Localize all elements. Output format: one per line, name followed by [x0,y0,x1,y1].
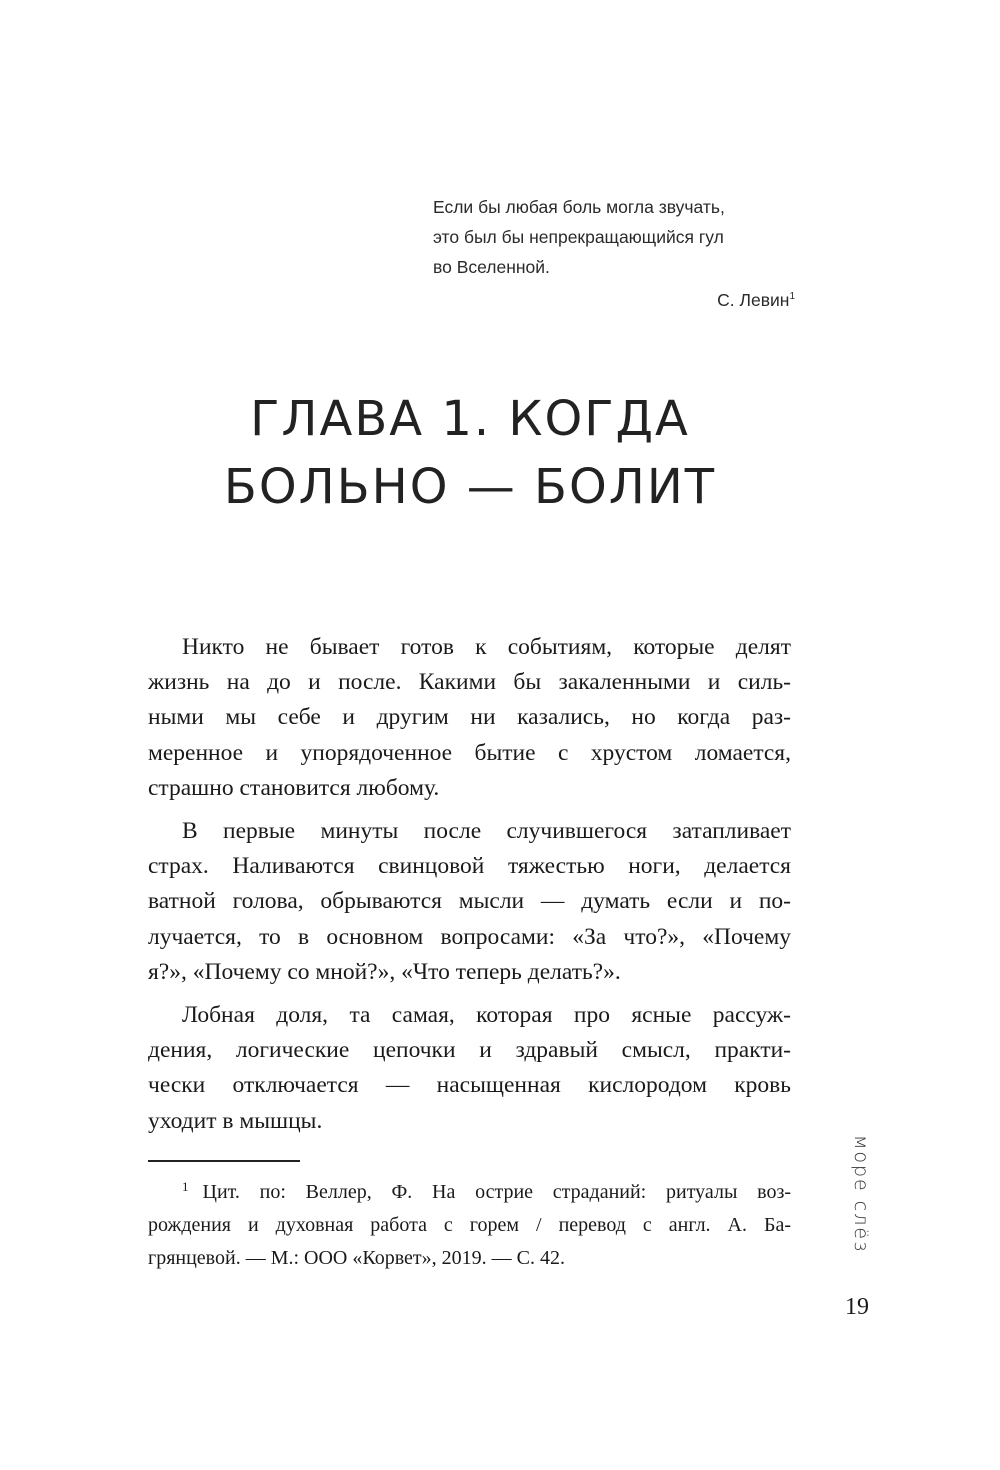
page-number: 19 [845,1294,869,1320]
footnote-line [148,1170,791,1209]
paragraph [148,998,791,1139]
epigraph-line: Если бы любая боль могла звучать, [433,197,725,217]
text-line: страх. Наливаются свинцовой тяжестью ноги, делается [148,853,791,880]
paragraph [148,630,791,806]
text-line: Никто не бывает готов к событиям, которые делят [182,634,791,660]
chapter-title-line: ГЛАВА 1. КОГДА [250,391,690,447]
text-line: ватной голова, обрываются мысли — думать если и по- [148,888,791,915]
epigraph-line: это был бы непрекращающийся гул [433,227,724,247]
footnote [148,1170,791,1275]
epigraph-line: во Вселенной. [433,257,550,277]
text-line: жизнь на до и после. Какими бы закаленными и силь- [148,669,791,696]
text-line: меренное и упорядоченное бытие с хрустом ломается, [148,739,791,766]
epigraph-author-name: С. Левин [717,290,790,310]
text-line: дения, логические цепочки и здравый смысл, практи- [148,1037,791,1064]
footnote-text: Цит. по: Веллер, Ф. На острие страданий: ритуалы воз- [202,1181,791,1203]
text-line: лучается, то в основном вопросами: «За что?», «Почему [148,923,791,950]
footnote-reference[interactable]: 1 [789,291,795,302]
text-line: я?», «Почему со мной?», «Что теперь делать?». [148,958,621,985]
text-line: чески отключается — насыщенная кислородом кровь [148,1072,791,1099]
footnote-line: грянцевой. — М.: ООО «Корвет», 2019. — С. 42. [148,1247,565,1269]
paragraph [148,814,791,990]
chapter-title-line: БОЛЬНО — БОЛИТ [223,459,717,515]
text-line: В первые минуты после случившегося затапливает [182,818,791,845]
text-line: страшно становится любому. [148,774,440,801]
epigraph [433,192,813,310]
text-line: Лобная доля, та самая, которая про ясные рассуж- [182,1002,791,1029]
footnote-line: рождения и духовная работа с горем / перевод с англ. А. Ба- [148,1214,791,1236]
body-text [148,630,791,1147]
footnote-divider [148,1160,300,1162]
chapter-title [160,385,780,521]
text-line: ными мы себе и другим ни казались, но когда раз- [148,704,791,731]
footnote-mark: 1 [182,1179,189,1194]
epigraph-author [433,282,795,315]
running-head [846,1135,876,1255]
text-line: уходит в мышцы. [148,1107,323,1134]
running-head-text: море слёз [850,1135,872,1254]
